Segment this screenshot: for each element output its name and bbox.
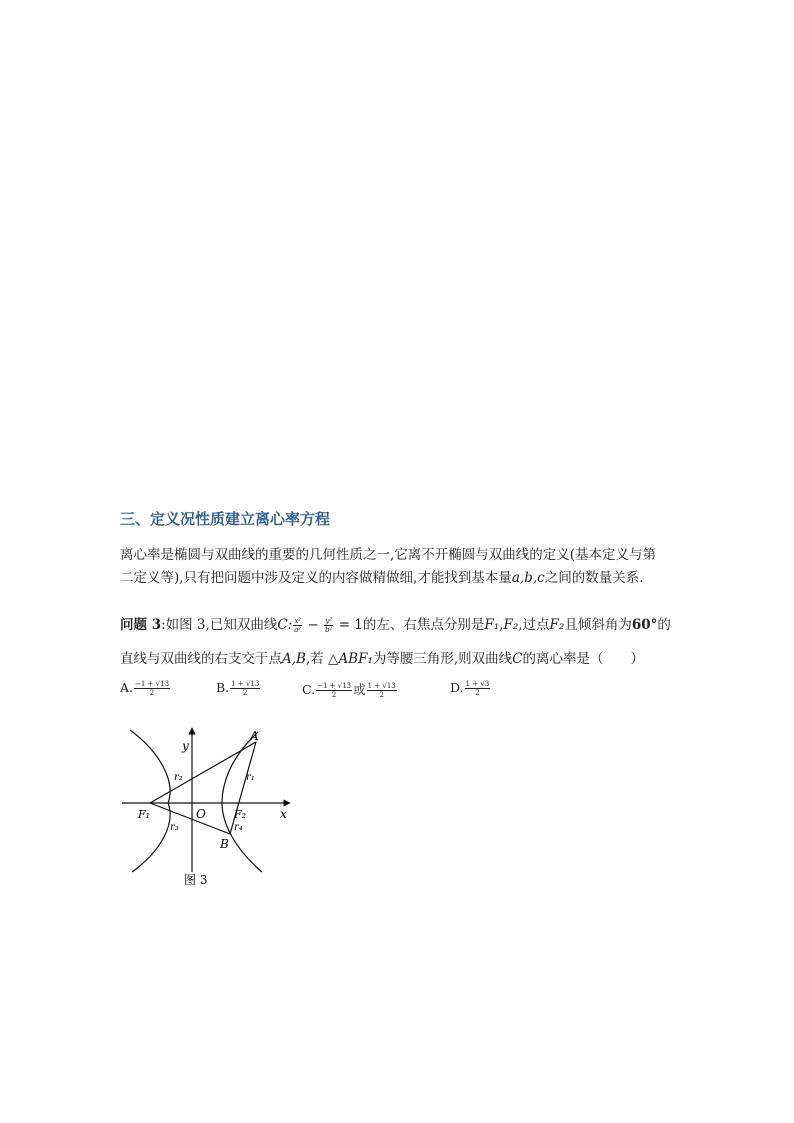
fraction-numerator: 1 + √3 bbox=[465, 680, 490, 688]
option-or: 或 bbox=[353, 682, 366, 697]
label-r4: r₄ bbox=[234, 822, 243, 833]
option-d bbox=[450, 680, 491, 697]
question-text: :如图 3,已知双曲线 bbox=[161, 617, 278, 633]
option-label: D. bbox=[450, 680, 464, 695]
label-y: y bbox=[182, 739, 189, 753]
section-title: 三、定义况性质建立离心率方程 bbox=[120, 510, 331, 528]
question-text: 的左、右焦点分别是 bbox=[362, 617, 485, 633]
fraction-denominator: 2 bbox=[379, 691, 384, 699]
label-a: A bbox=[250, 729, 259, 743]
option-fraction bbox=[230, 680, 260, 697]
hyperbola-left-branch bbox=[130, 730, 170, 872]
question-text: 且倾斜角为 bbox=[564, 617, 632, 633]
option-fraction bbox=[134, 680, 170, 697]
triangle-name: ABF₁ bbox=[338, 651, 373, 667]
question-text: 的离心率是（ ） bbox=[522, 651, 645, 667]
fraction-numerator: −1 + √13 bbox=[317, 682, 352, 690]
hyperbola-right-branch bbox=[222, 732, 262, 872]
paragraph-text: 离心率是椭圆与双曲线的重要的几何性质之一,它离不开椭圆与双曲线的定义(基本定义与第 bbox=[120, 547, 657, 563]
fraction-numerator: −1 + √13 bbox=[135, 680, 170, 688]
focus-f1: F₁ bbox=[484, 617, 500, 633]
fraction-denominator: b² bbox=[325, 626, 333, 634]
fraction-y bbox=[324, 617, 333, 634]
paragraph-text: 二定义等),只有把问题中涉及定义的内容做精做细,才能找到基本量 bbox=[120, 570, 512, 586]
label-x: x bbox=[280, 807, 287, 821]
angle-value: 60° bbox=[631, 617, 658, 633]
label-r3: r₃ bbox=[170, 822, 179, 833]
label-f1: F₁ bbox=[138, 808, 151, 821]
curve-name: C: bbox=[277, 617, 293, 633]
fraction-numerator: x² bbox=[294, 617, 302, 625]
option-fraction bbox=[316, 682, 352, 699]
fraction-denominator: 2 bbox=[475, 689, 480, 697]
fraction-numerator: 1 + √13 bbox=[231, 680, 260, 688]
label-o: O bbox=[196, 807, 206, 821]
question-text: 的 bbox=[657, 617, 671, 633]
option-fraction bbox=[367, 682, 397, 699]
focus-f2: F₂ bbox=[549, 617, 565, 633]
fraction-numerator: y² bbox=[325, 617, 333, 625]
curve-name: C bbox=[512, 651, 523, 667]
question-label: 问题 3 bbox=[120, 617, 162, 633]
fraction-denominator: a² bbox=[294, 626, 302, 634]
minus-sign: − bbox=[303, 617, 324, 633]
segment-f1-b bbox=[150, 803, 230, 834]
figure-caption: 图 3 bbox=[184, 873, 208, 887]
option-b bbox=[216, 680, 261, 697]
fraction-denominator: 2 bbox=[149, 689, 155, 697]
question-line-1 bbox=[120, 614, 680, 636]
option-label: B. bbox=[216, 680, 230, 695]
focus-f2: F₂ bbox=[503, 617, 519, 633]
question-text: ,过点 bbox=[518, 617, 550, 633]
fraction-x bbox=[293, 617, 302, 634]
question-text: 为等腰三角形,则双曲线 bbox=[372, 651, 513, 667]
option-fraction bbox=[465, 680, 491, 697]
label-r1: r₁ bbox=[246, 772, 255, 783]
question-line-2 bbox=[120, 648, 680, 670]
hyperbola-figure bbox=[120, 722, 298, 888]
option-label: A. bbox=[120, 680, 134, 695]
separator: , bbox=[499, 617, 504, 633]
paragraph-variables: a,b,c bbox=[511, 570, 545, 586]
fraction-numerator: 1 + √13 bbox=[367, 682, 396, 690]
option-c bbox=[302, 680, 398, 699]
points-ab: A,B bbox=[282, 651, 306, 667]
label-f2: F₂ bbox=[234, 808, 247, 821]
paragraph-line-2 bbox=[120, 567, 680, 589]
option-label: C. bbox=[302, 682, 316, 697]
paragraph-text: 之间的数量关系. bbox=[544, 570, 644, 586]
paragraph-line-1 bbox=[120, 544, 680, 566]
equals-one: = 1 bbox=[334, 617, 363, 633]
question-text: 直线与双曲线的右支交于点 bbox=[120, 651, 282, 667]
option-a bbox=[120, 680, 171, 697]
question-text: ,若 △ bbox=[305, 651, 339, 667]
label-b: B bbox=[220, 837, 229, 851]
label-r2: r₂ bbox=[174, 772, 183, 783]
fraction-denominator: 2 bbox=[243, 689, 248, 697]
fraction-denominator: 2 bbox=[331, 691, 337, 699]
